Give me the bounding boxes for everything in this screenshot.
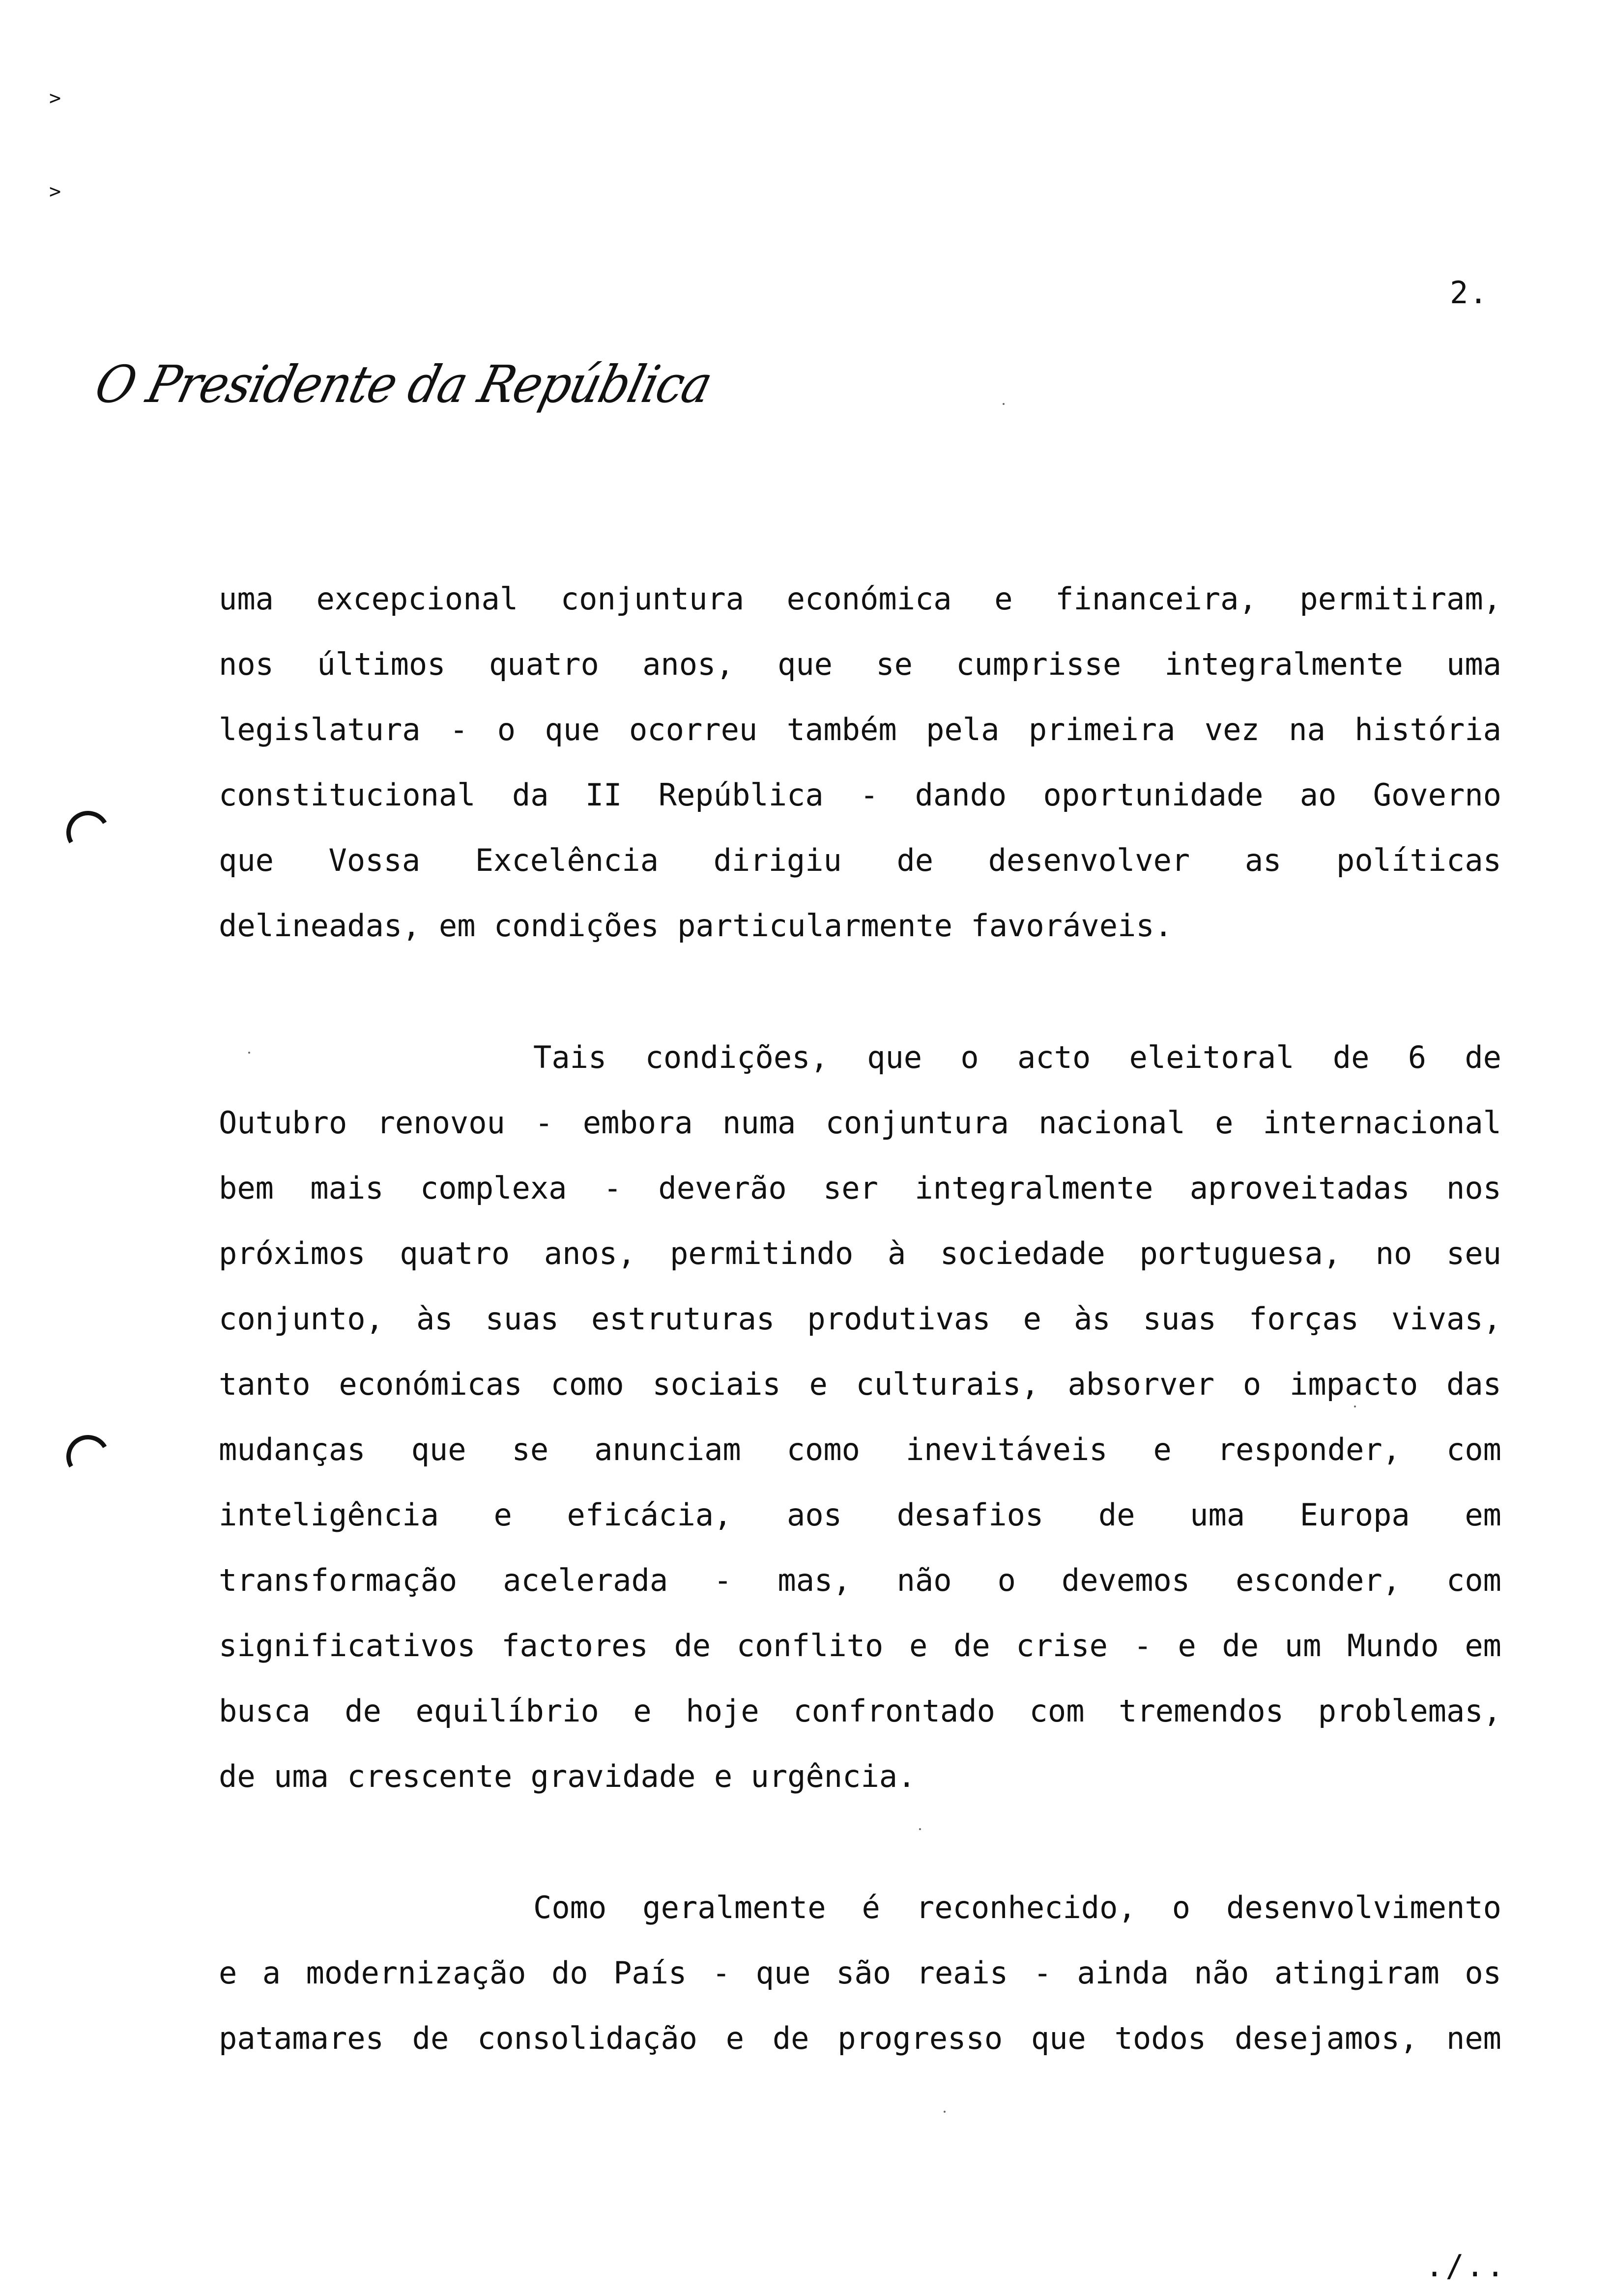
letterhead [89, 339, 718, 428]
text-line: transformação acelerada - mas, não o devemos esconder, com [219, 1562, 1501, 1598]
paragraph-2 [219, 1025, 1501, 1809]
scan-speck [1003, 403, 1005, 405]
text-line: inteligência e eficácia, aos desafios de uma Europa em [219, 1497, 1501, 1533]
text-line: constitucional da II República - dando oportunidade ao Governo [219, 777, 1501, 813]
paragraph-1 [219, 566, 1501, 958]
scan-speck [248, 1052, 250, 1054]
text-line: próximos quatro anos, permitindo à sociedade portuguesa, no seu [219, 1235, 1501, 1271]
punch-hole-upper [61, 806, 115, 859]
punch-hole-lower [61, 1430, 115, 1483]
text-line: mudanças que se anunciam como inevitáveis e responder, com [219, 1432, 1501, 1467]
text-line: tanto económicas como sociais e culturais, absorver o impacto das [219, 1366, 1501, 1402]
text-line: delineadas, em condições particularmente favoráveis. [219, 908, 1173, 944]
margin-mark-second: > [49, 180, 61, 203]
scan-speck [944, 2111, 946, 2113]
margin-mark-top: > [49, 87, 61, 110]
text-line: legislatura - o que ocorreu também pela primeira vez na história [219, 712, 1501, 747]
text-line: bem mais complexa - deverão ser integralmente aproveitadas nos [219, 1170, 1501, 1206]
scan-speck [1354, 1406, 1356, 1407]
scan-speck [919, 1828, 921, 1830]
text-line: Como geralmente é reconhecido, o desenvolvimento [533, 1890, 1501, 1925]
text-line: Outubro renovou - embora numa conjuntura nacional e internacional [219, 1105, 1501, 1141]
continuation-mark: ./.. [1425, 2248, 1507, 2284]
text-line: significativos factores de conflito e de crise - e de um Mundo em [219, 1628, 1501, 1664]
text-line: patamares de consolidação e de progresso que todos desejamos, nem [219, 2020, 1501, 2056]
letterhead-title: O Presidente da República [89, 354, 718, 414]
text-line: uma excepcional conjuntura económica e financeira, permitiram, [219, 581, 1501, 617]
text-line: nos últimos quatro anos, que se cumprisse integralmente uma [219, 646, 1501, 682]
page-number: 2. [1450, 275, 1489, 311]
text-line: que Vossa Excelência dirigiu de desenvolver as políticas [219, 842, 1501, 878]
paragraph-3 [219, 1875, 1501, 2071]
text-line: de uma crescente gravidade e urgência. [219, 1758, 916, 1794]
text-line: busca de equilíbrio e hoje confrontado com tremendos problemas, [219, 1693, 1501, 1729]
text-line: Tais condições, que o acto eleitoral de 6 de [533, 1039, 1501, 1075]
text-line: e a modernização do País - que são reais - ainda não atingiram os [219, 1955, 1501, 1991]
text-line: conjunto, às suas estruturas produtivas e às suas forças vivas, [219, 1301, 1501, 1337]
